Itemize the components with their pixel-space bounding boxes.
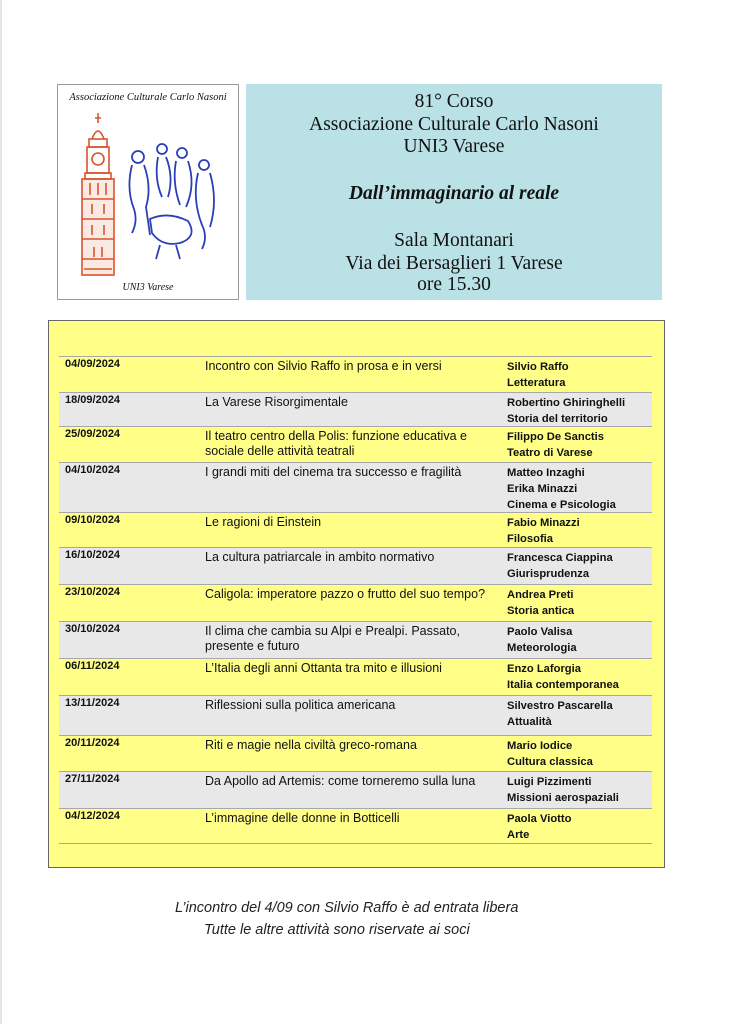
logo-bottom-text: UNI3 Varese [122,282,174,293]
row-date: 06/11/2024 [65,660,120,672]
table-row [59,512,652,547]
tower-and-figures-sketch-icon [76,109,222,279]
table-row [59,808,652,844]
row-title: Incontro con Silvio Raffo in prosa e in versi [205,359,442,373]
row-speaker: Matteo Inzaghi Erika Minazzi Cinema e Psicologia [507,467,616,511]
row-speaker: Silvestro Pascarella Attualità [507,700,613,728]
row-date: 20/11/2024 [65,737,120,749]
logo-top-text: Associazione Culturale Carlo Nasoni [69,92,227,103]
row-title: Riflessioni sulla politica americana [205,698,396,712]
row-speaker: Enzo Laforgia Italia contemporanea [507,663,619,691]
row-speaker: Robertino Ghiringhelli Storia del territorio [507,397,626,425]
page-edge [0,0,2,1024]
row-title: La Varese Risorgimentale [205,395,348,409]
course-header [246,84,662,300]
row-title: Da Apollo ad Artemis: come torneremo sulla luna [205,774,476,788]
table-row [59,621,652,658]
row-date: 27/11/2024 [65,773,120,785]
row-date: 30/10/2024 [65,623,121,635]
row-speaker: Andrea Preti Storia antica [507,589,575,617]
row-title: Il clima che cambia su Alpi e Prealpi. Passato, presente e futuro [205,624,460,653]
row-speaker: Mario Iodice Cultura classica [507,740,593,768]
row-date: 23/10/2024 [65,586,121,598]
association-logo [57,84,239,300]
association-name: Associazione Culturale Carlo Nasoni [309,114,599,135]
venue-name: Sala Montanari [394,230,514,251]
row-date: 18/09/2024 [65,394,121,406]
row-speaker: Silvio Raffo Letteratura [507,361,569,389]
program-table [48,320,665,868]
row-date: 25/09/2024 [65,428,121,440]
row-title: I grandi miti del cinema tra successo e fragilità [205,465,462,479]
venue-address: Via dei Bersaglieri 1 Varese [345,253,563,274]
table-row [59,547,652,584]
table-row [59,426,652,462]
row-speaker: Paola Viotto Arte [507,813,572,841]
members-only-note: Tutte le altre attività sono riservate ai soci [204,922,470,938]
row-title: La cultura patriarcale in ambito normativo [205,550,435,564]
row-speaker: Filippo De Sanctis Teatro di Varese [507,431,604,459]
row-date: 09/10/2024 [65,514,121,526]
row-date: 04/09/2024 [65,358,121,370]
free-entry-note: L’incontro del 4/09 con Silvio Raffo è ad entrata libera [175,900,519,916]
row-date: 04/10/2024 [65,464,121,476]
row-date: 04/12/2024 [65,810,121,822]
row-title: Riti e magie nella civiltà greco-romana [205,738,417,752]
row-date: 16/10/2024 [65,549,121,561]
table-row [59,584,652,621]
row-title: Le ragioni di Einstein [205,515,322,529]
row-title: L’Italia degli anni Ottanta tra mito e illusioni [205,661,442,675]
table-row [59,462,652,512]
organization-name: UNI3 Varese [403,136,505,157]
table-row [59,658,652,695]
row-title: Caligola: imperatore pazzo o frutto del suo tempo? [205,587,486,601]
course-subtitle: Dall’immaginario al reale [348,183,560,204]
table-row [59,392,652,426]
course-number: 81° Corso [414,91,494,112]
row-title: Il teatro centro della Polis: funzione educativa e sociale delle attività teatrali [205,429,467,458]
row-title: L’immagine delle donne in Botticelli [205,811,400,825]
table-row [59,771,652,808]
row-date: 13/11/2024 [65,697,120,709]
row-speaker: Francesca Ciappina Giurisprudenza [507,552,613,580]
start-time: ore 15.30 [417,274,491,295]
row-speaker: Luigi Pizzimenti Missioni aerospaziali [507,776,619,804]
table-row [59,356,652,392]
row-speaker: Fabio Minazzi Filosofia [507,517,580,545]
table-row [59,735,652,771]
table-row [59,695,652,735]
row-speaker: Paolo Valisa Meteorologia [507,626,577,654]
